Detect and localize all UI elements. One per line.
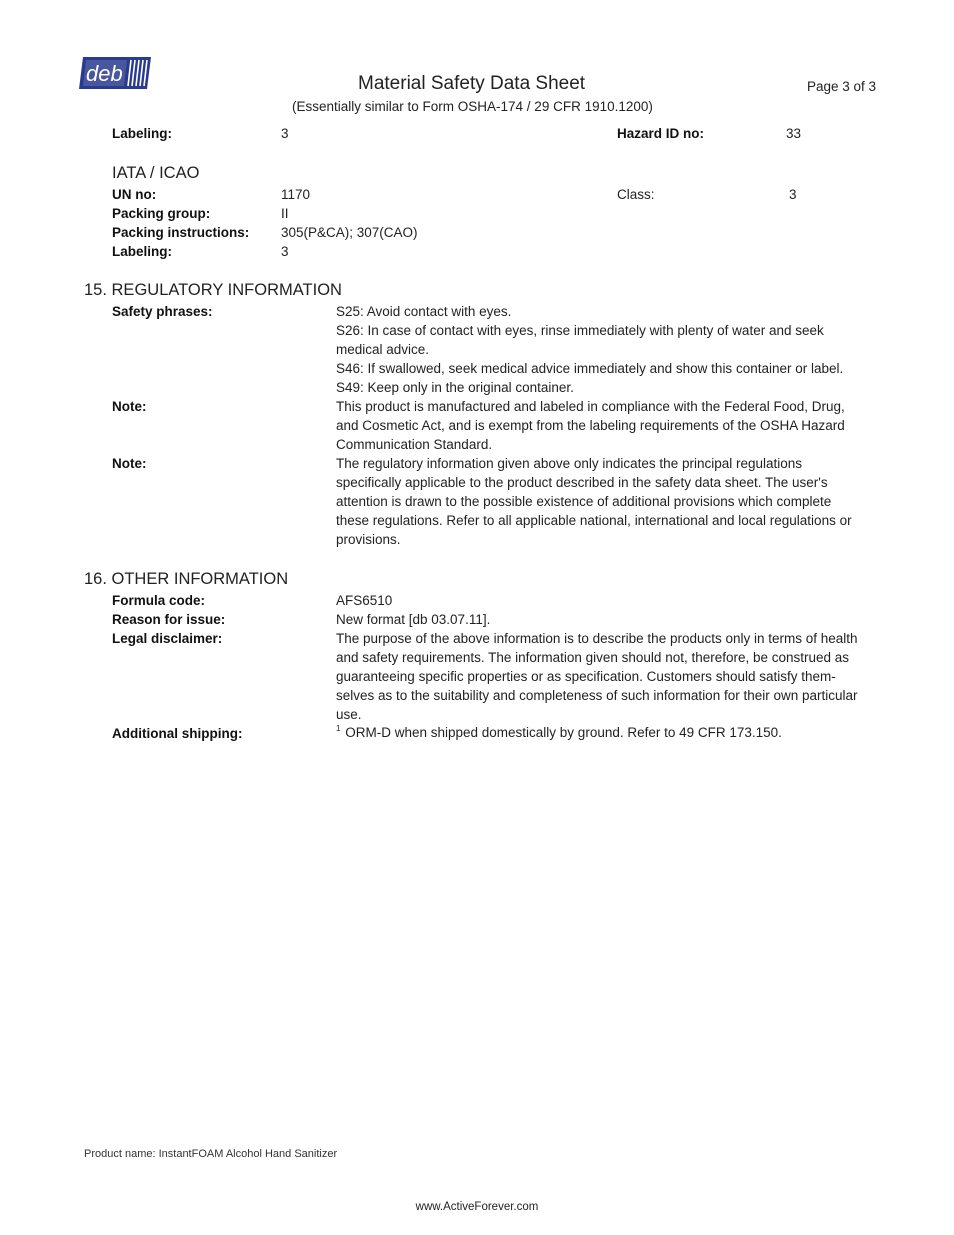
footnote-marker: 1 [336,724,341,733]
text-line: S49: Keep only in the original container. [336,380,574,395]
formula-code-label: Formula code: [112,593,206,608]
reason-for-issue-label: Reason for issue: [112,612,226,627]
additional-shipping-label: Additional shipping: [112,726,243,741]
packing-group-label: Packing group: [112,206,211,221]
logo-text: deb [86,61,123,86]
text-line: selves as to the suitability and completeness of such information for their own particular [336,688,858,703]
section-16-heading: 16. OTHER INFORMATION [84,570,289,588]
packing-instructions-value: 305(P&CA); 307(CAO) [281,225,418,240]
additional-shipping-value [336,724,782,740]
iata-labeling-value: 3 [281,244,289,259]
text-line: The regulatory information given above only indicates the principal regulations [336,456,803,471]
packing-group-value: II [281,206,289,221]
un-no-value: 1170 [281,187,311,202]
text-line: medical advice. [336,342,430,357]
shipping-text: ORM-D when shipped domestically by ground. Refer to 49 CFR 173.150. [345,725,782,740]
text-line: This product is manufactured and labeled in compliance with the Federal Food, Drug, [336,399,845,414]
text-line: and Cosmetic Act, and is exempt from the labeling requirements of the OSHA Hazard [336,418,845,433]
reason-for-issue-value: New format [db 03.07.11]. [336,612,491,627]
note-2-label: Note: [112,456,147,471]
page-number: Page 3 of 3 [807,79,877,94]
text-line: specifically applicable to the product described in the safety data sheet. The user's [336,475,828,490]
safety-phrases-label: Safety phrases: [112,304,213,319]
text-line: these regulations. Refer to all applicable national, international and local regulations or [336,513,852,528]
un-no-label: UN no: [112,187,157,202]
section-15-heading: 15. REGULATORY INFORMATION [84,281,342,299]
note-1-text [336,397,902,454]
text-line: and safety requirements. The information given should not, therefore, be construed as [336,650,850,665]
labeling-label: Labeling: [112,126,172,141]
text-line: provisions. [336,532,401,547]
text-line: S46: If swallowed, seek medical advice immediately and show this container or label. [336,361,844,376]
iata-heading: IATA / ICAO [112,164,200,182]
footer-url: www.ActiveForever.com [415,1201,539,1213]
text-line: attention is drawn to the possible existence of additional provisions which complete [336,494,832,509]
hazard-id-value: 33 [786,126,802,141]
hazard-id-label: Hazard ID no: [617,126,705,141]
legal-disclaimer-text [336,629,902,724]
note-2-text [336,454,902,549]
text-line: The purpose of the above information is to describe the products only in terms of health [336,631,858,646]
class-label: Class: [617,187,655,202]
iata-labeling-label: Labeling: [112,244,172,259]
text-line: Communication Standard. [336,437,493,452]
text-line: use. [336,707,362,722]
class-value: 3 [789,187,797,202]
text-line: S26: In case of contact with eyes, rinse immediately with plenty of water and seek [336,323,824,338]
document-title: Material Safety Data Sheet [358,73,586,94]
text-line: guaranteeing specific properties or as specification. Customers should satisfy them- [336,669,836,684]
footer-product-name: Product name: InstantFOAM Alcohol Hand Sanitizer [84,1148,338,1160]
document-subtitle: (Essentially similar to Form OSHA-174 / 29 CFR 1910.1200) [292,99,653,114]
formula-code-value: AFS6510 [336,593,393,608]
safety-phrases-text [336,302,902,397]
labeling-value: 3 [281,126,289,141]
packing-instructions-label: Packing instructions: [112,225,250,240]
note-1-label: Note: [112,399,147,414]
legal-disclaimer-label: Legal disclaimer: [112,631,223,646]
text-line: S25: Avoid contact with eyes. [336,304,512,319]
deb-logo [77,55,153,91]
